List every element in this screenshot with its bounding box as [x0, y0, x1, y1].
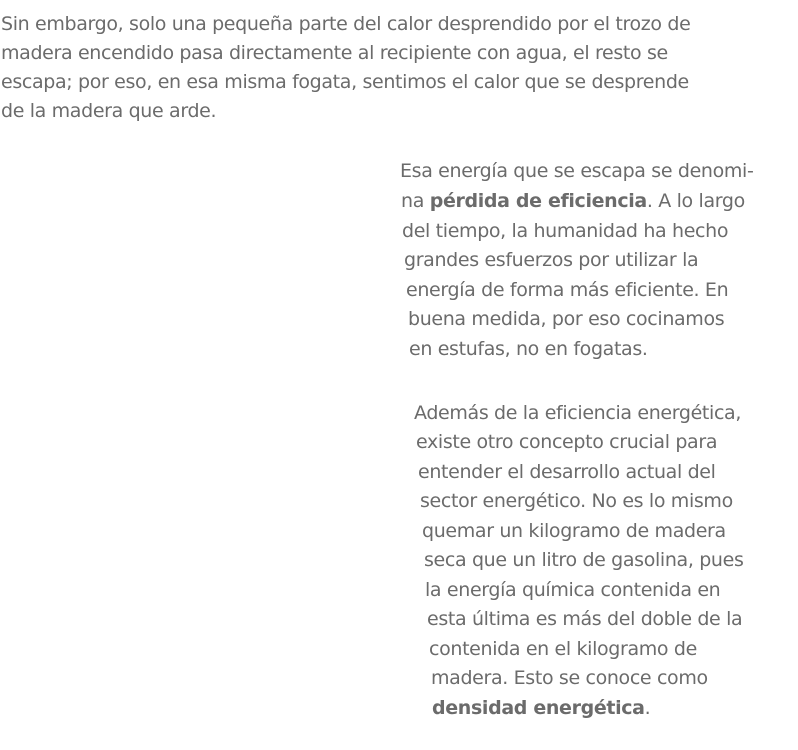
efficiency-line: del tiempo, la humanidad ha hecho — [402, 220, 729, 242]
density-line — [432, 693, 650, 723]
intro-line: de la madera que arde. — [1, 100, 217, 122]
intro-line: madera encendido pasa directamente al recipiente con agua, el resto se — [1, 42, 668, 64]
intro-line: Sin embargo, solo una pequeña parte del calor desprendido por el trozo de — [1, 13, 691, 35]
density-line: la energía química contenida en — [425, 579, 721, 601]
density-line: contenida en el kilogramo de — [429, 638, 697, 660]
density-line: entender el desarrollo actual del — [418, 461, 716, 483]
term-perdida-de-eficiencia: pérdida de eficiencia — [429, 190, 647, 212]
density-line: Además de la eficiencia energética, — [414, 402, 742, 424]
efficiency-line: buena medida, por eso cocinamos — [408, 308, 725, 330]
density-line: madera. Esto se conoce como — [431, 667, 708, 689]
intro-line: escapa; por eso, en esa misma fogata, sentimos el calor que se desprende — [1, 71, 689, 93]
efficiency-line: energía de forma más eficiente. En — [406, 279, 729, 301]
density-line: seca que un litro de gasolina, pues — [424, 549, 744, 571]
efficiency-line: Esa energía que se escapa se denomi- — [400, 160, 754, 182]
efficiency-line: grandes esfuerzos por utilizar la — [404, 249, 699, 271]
density-line: existe otro concepto crucial para — [416, 431, 718, 453]
density-line-suffix: . — [644, 697, 651, 719]
efficiency-line-suffix: . A lo largo — [646, 190, 745, 212]
efficiency-line: en estufas, no en fogatas. — [409, 338, 648, 360]
density-line: sector energético. No es lo mismo — [420, 490, 733, 512]
efficiency-line-prefix: na — [401, 190, 430, 212]
density-line: quemar un kilogramo de madera — [422, 520, 726, 542]
density-line: esta última es más del doble de la — [427, 608, 743, 630]
term-densidad-energetica: densidad energética — [432, 697, 645, 719]
